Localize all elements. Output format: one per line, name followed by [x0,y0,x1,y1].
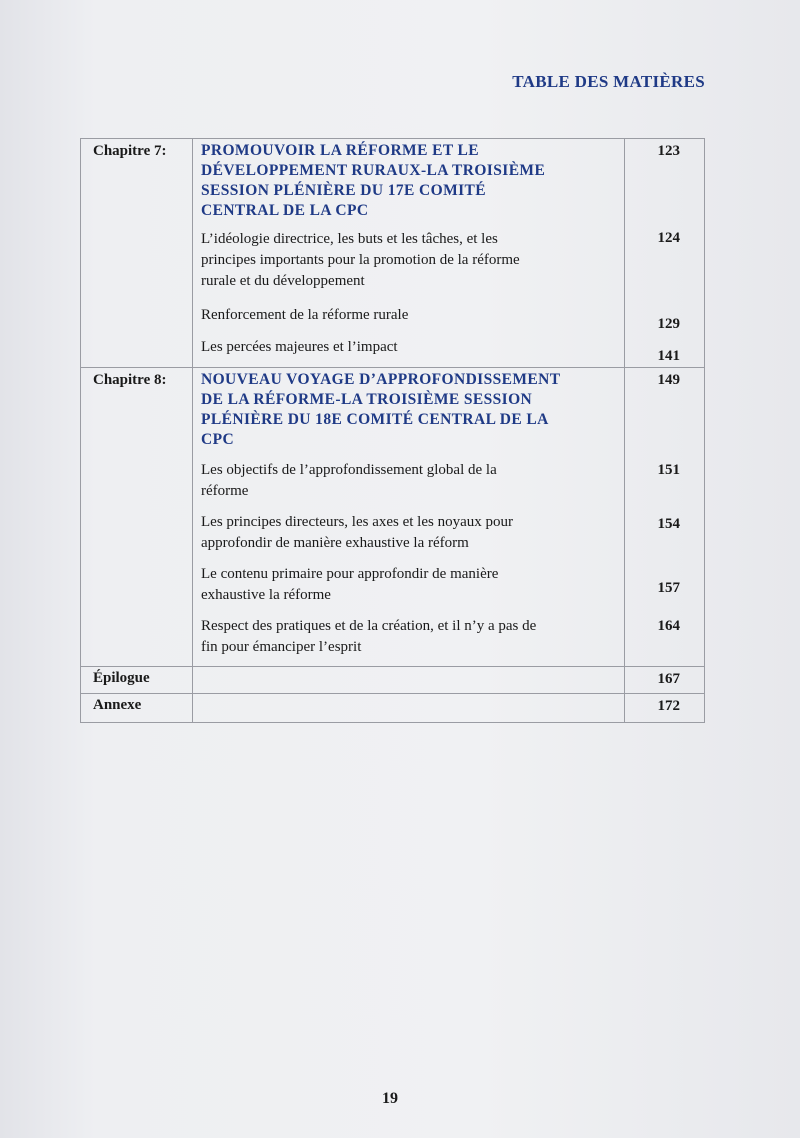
section-page: 151 [625,458,705,510]
toc-row-chapter-7 [81,139,705,228]
toc-row-chapter-8 [81,368,705,459]
chapter-7-title: PROMOUVOIR LA RÉFORME ET LE DÉVELOPPEMENT RURAUX-LA TROISIÈME SESSION PLÉNIÈRE DU 17E COMITÉ CENTRAL DE LA CPC [193,139,625,228]
toc-row-epilogue [81,667,705,694]
section-title: Les objectifs de l’approfondissement global de la réforme [193,458,625,510]
section-page: 154 [625,510,705,562]
section-title: Le contenu primaire pour approfondir de manière exhaustive la réforme [193,562,625,614]
section-page: 141 [625,335,705,368]
page-number: 19 [382,1090,398,1107]
section-page: 129 [625,303,705,335]
chapter-8-label: Chapitre 8: [81,368,193,667]
chapter-7-label: Chapitre 7: [81,139,193,368]
section-title: L’idéologie directrice, les buts et les tâches, et les principes importants pour la promotion de la réforme rurale et du développement [193,227,625,303]
annexe-label: Annexe [81,694,193,723]
running-header: TABLE DES MATIÈRES [512,72,705,91]
section-page: 157 [625,562,705,614]
section-title: Respect des pratiques et de la création, et il n’y a pas de fin pour émanciper l’esprit [193,614,625,667]
section-page: 164 [625,614,705,667]
toc-row-annexe [81,694,705,723]
section-title: Les principes directeurs, les axes et les noyaux pour approfondir de manière exhaustive la réform [193,510,625,562]
epilogue-title-empty [193,667,625,694]
section-title: Renforcement de la réforme rurale [193,303,625,335]
epilogue-label: Épilogue [81,667,193,694]
epilogue-page: 167 [625,667,705,694]
section-title: Les percées majeures et l’impact [193,335,625,368]
chapter-7-page: 123 [625,139,705,228]
annexe-title-empty [193,694,625,723]
section-page: 124 [625,227,705,303]
annexe-page: 172 [625,694,705,723]
table-of-contents [80,138,705,723]
chapter-8-page: 149 [625,368,705,459]
chapter-8-title: NOUVEAU VOYAGE D’APPROFONDISSEMENT DE LA RÉFORME-LA TROISIÈME SESSION PLÉNIÈRE DU 18E COMITÉ CENTRAL DE LA CPC [193,368,625,459]
